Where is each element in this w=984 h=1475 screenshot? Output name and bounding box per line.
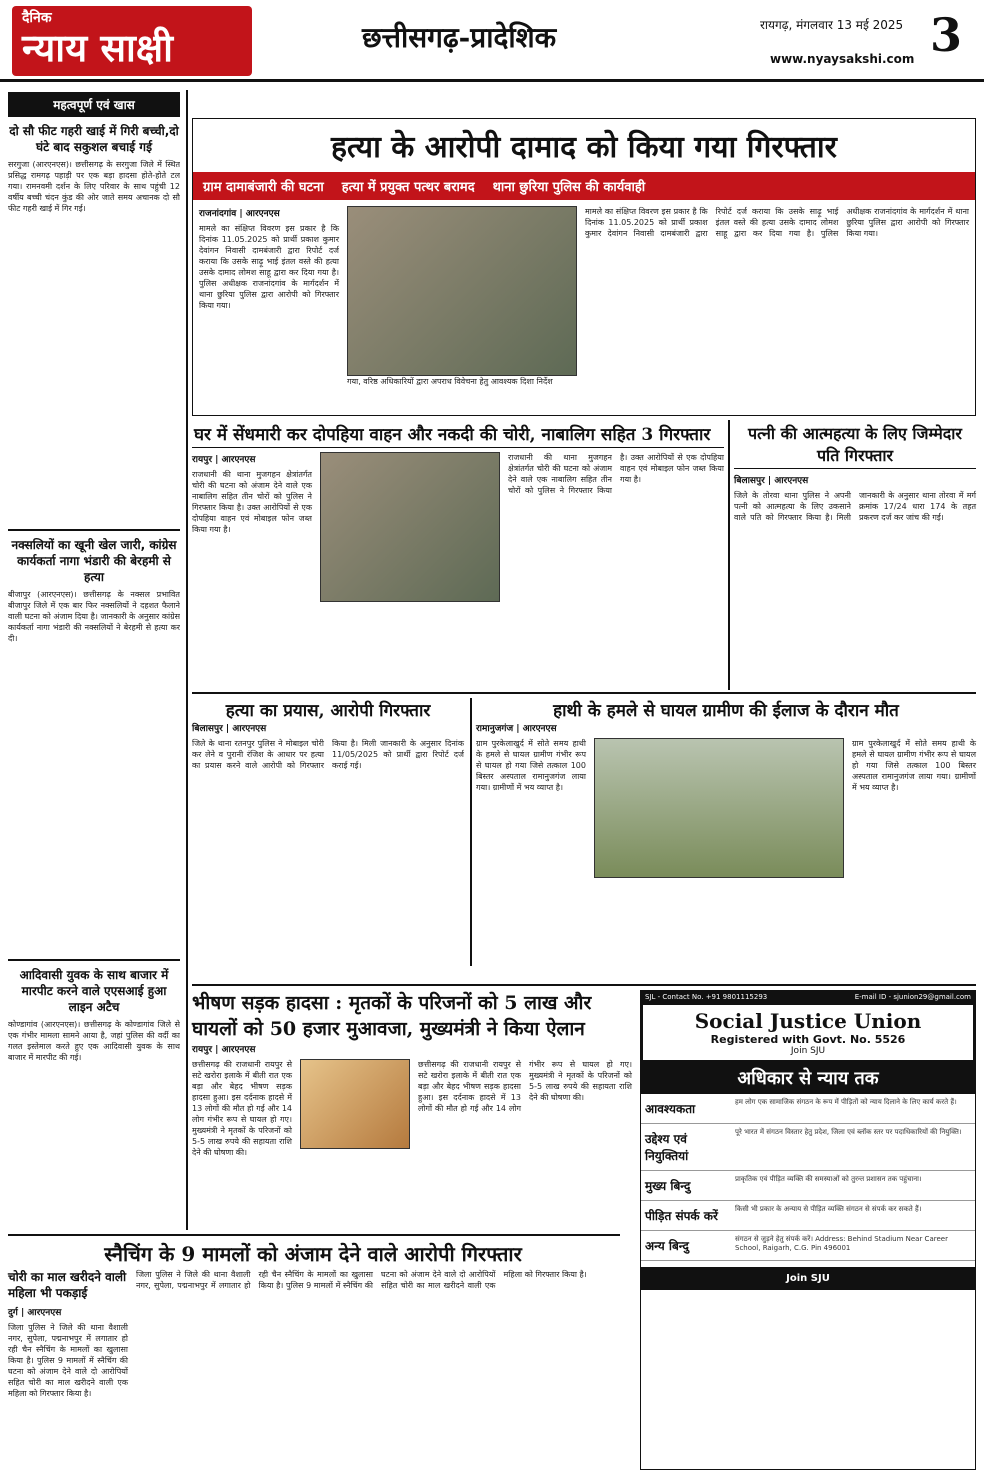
lead-photo[interactable] [347,206,577,376]
tag-item: ग्राम दामाबंजारी की घटना [203,180,324,195]
divider [8,529,180,531]
lead-text-continued: मामले का संक्षिप्त विवरण इस प्रकार है कि दिनांक 11.05.2025 को प्रार्थी प्रकाश कुमार देवांगन निवासी दामबंजारी द्वारा रिपोर्ट दर्ज कराया कि उसके साढ़ू भाई इंतल वस्ते की हत्या उसके दामाद लोमश साहू द्वारा कर दिया गया है। पुलिस अधीक्षक राजनांदगांव के मार्गदर्शन में थाना छुरिया पुलिस द्वारा आरोपी को गिरफ्तार किया गया। [585,207,969,238]
ad-row [641,1124,975,1171]
story-wife[interactable] [734,420,976,688]
dateline: रायगढ़, मंगलवार 13 मई 2025 [760,18,904,32]
sidebar-story-text: सरगुजा (आरएनएस)। छत्तीसगढ़ के सरगुजा जिले में स्थित प्रसिद्ध रामगढ़ पहाड़ी पर एक बड़ा हादसा होते-होते टल गया। रामनवमी दर्शन के लिए परिवार के साथ पहुंची 12 वर्षीय बच्ची चंदन कुंड की ओर जाते समय अचानक दो सौ फीट गहरी खाई में गिर गई। [8,160,180,213]
story-headline: भीषण सड़क हादसा : मृतकों के परिजनों को 5 लाख और घायलों को 50 हजार मुआवजा, मुख्यमंत्री ने किया ऐलान [192,992,592,1040]
elephant-photo[interactable] [594,738,844,878]
page-number: 3 [930,8,963,62]
story-text-continued: राजधानी की थाना मुजगहन क्षेत्रांतर्गत चोरी की घटना को अंजाम देने वाले एक नाबालिग सहित तीन चोरों को पुलिस ने गिरफ्तार किया है। उक्त आरोपियों से एक दोपहिया वाहन एवं मोबाइल फोन जब्त किया गया है। [508,453,724,495]
story-text-continued: जिला पुलिस ने जिले की थाना वैशाली नगर, सुपेला, पद्मनाभपुर में लगातार हो रही चैन स्नैचिंग के मामलों का खुलासा किया है। पुलिस 9 मामलों में स्नैचिंग की घटना को अंजाम देने वाले दो आरोपियों सहित चोरी का माल खरीदने वाली एक महिला को गिरफ्तार किया है। [136,1270,587,1290]
ad-row-label: आवश्यकता [645,1102,696,1116]
ad-row [641,1201,975,1231]
ad-email: E-mail ID - sjunion29@gmail.com [854,993,971,1001]
ad-row-text: प्राकृतिक एवं पीड़ित व्यक्ति की समस्याओं को तुरन्त प्रशासन तक पहुंचाना। [735,1175,922,1183]
logo-small: दैनिक [22,10,52,26]
sidebar-story[interactable] [8,123,180,519]
ad-contact: SJL - Contact No. +91 9801115293 [645,993,768,1001]
ad-row [641,1171,975,1201]
byline: बिलासपुर | आरएनएस [734,476,809,486]
tag-item: थाना छुरिया पुलिस की कार्यवाही [492,180,646,195]
newspaper-logo[interactable] [12,6,252,76]
byline: रायपुर | आरएनएस [192,1045,256,1055]
ad-row-label: अन्य बिन्दु [645,1239,689,1253]
sidebar-story[interactable] [8,967,180,1259]
lead-text: मामले का संक्षिप्त विवरण इस प्रकार है कि दिनांक 11.05.2025 को प्रार्थी प्रकाश कुमार देवांगन निवासी दामबंजारी द्वारा रिपोर्ट दर्ज कराया कि उसके साढ़ू भाई इंतल वस्ते की हत्या उसके दामाद लोमश साहू द्वारा कर दिया गया है। पुलिस अधीक्षक राजनांदगांव के मार्गदर्शन में थाना छुरिया पुलिस द्वारा आरोपी को गिरफ्तार किया गया। [199,224,339,310]
sidebar-story-title: दो सौ फीट गहरी खाई में गिरी बच्ची,दो घंटे बाद सकुशल बचाई गई [9,124,179,154]
lead-headline: हत्या के आरोपी दामाद को किया गया गिरफ्तार [331,130,837,165]
story-text: ग्राम पुरकेलाखुर्द में सोते समय हाथी के हमले से घायल ग्रामीण गंभीर रूप से घायल हो गया जिसे तत्काल 100 बिस्तर अस्पताल रामानुजगंज लाया गया। ग्रामीणों में भय व्याप्त है। [476,739,586,792]
ad-slogan: अधिकार से न्याय तक [641,1062,975,1094]
story-headline: हाथी के हमले से घायल ग्रामीण की ईलाज के दौरान मौत [553,701,899,721]
story-theft[interactable] [192,420,724,688]
lead-tags [193,172,975,200]
ad-row [641,1231,975,1261]
story-text: छत्तीसगढ़ की राजधानी रायपुर से सटे खरोरा इलाके में बीती रात एक बड़ा और बेहद भीषण सड़क हादसा हुआ। इस दर्दनाक हादसे में 13 लोगों की मौत हो गई और 14 लोग गंभीर रूप से घायल हो गए। मुख्यमंत्री ने मृतकों के परिजनों को 5-5 लाख रुपये की सहायता राशि देने की घोषणा की। [192,1060,292,1157]
ad-registration: Registered with Govt. No. 5526 [710,1033,906,1046]
story-text: राजधानी की थाना मुजगहन क्षेत्रांतर्गत चोरी की घटना को अंजाम देने वाले एक नाबालिग सहित तीन चोरों को पुलिस ने गिरफ्तार किया है। उक्त आरोपियों से एक दोपहिया वाहन एवं मोबाइल फोन जब्त किया गया है। [192,470,312,534]
ad-row-text: हम लोग एक सामाजिक संगठन के रूप में पीड़ितों को न्याय दिलाने के लिए कार्य करते हैं। [735,1098,957,1106]
ad-join: Join SJU [790,1046,826,1056]
story-text: जिले के तोरवा थाना पुलिस ने अपनी पत्नी को आत्महत्या के लिए उकसाने वाले पति को गिरफ्तार किया है। मिली जानकारी के अनुसार थाना तोरवा में मर्ग क्रमांक 17/24 धारा 174 के तहत प्रकरण दर्ज कर जांच की गई। [734,491,976,522]
ad-org-header [641,1003,975,1062]
lead-body [193,200,975,393]
ad-footer-join[interactable]: Join SJU [641,1267,975,1290]
story-headline: हत्या का प्रयास, आरोपी गिरफ्तार [225,701,431,721]
story-accident[interactable] [192,990,632,1230]
sidebar-story[interactable] [8,537,180,949]
ad-row-text: पूरे भारत में संगठन विस्तार हेतु प्रदेश, जिला एवं ब्लॉक स्तर पर पदाधिकारियों की नियुक्ति। [735,1128,962,1136]
sidebar-story-title: आदिवासी युवक के साथ बाजार में मारपीट करने वाले एएसआई हुआ लाइन अटैच [19,968,169,1014]
story-text-continued: छत्तीसगढ़ की राजधानी रायपुर से सटे खरोरा इलाके में बीती रात एक बड़ा और बेहद भीषण सड़क हादसा हुआ। इस दर्दनाक हादसे में 13 लोगों की मौत हो गई और 14 लोग गंभीर रूप से घायल हो गए। मुख्यमंत्री ने मृतकों के परिजनों को 5-5 लाख रुपये की सहायता राशि देने की घोषणा की। [418,1060,632,1113]
divider [8,1234,620,1236]
byline: बिलासपुर | आरएनएस [192,724,267,734]
sju-advertisement[interactable] [640,990,976,1470]
story-headline: घर में सेंधमारी कर दोपहिया वाहन और नकदी की चोरी, नाबालिग सहित 3 गिरफ्तार [192,420,724,448]
story-subhead: चोरी का माल खरीदने वाली महिला भी पकड़ाई [8,1270,127,1300]
sidebar-story-text: कोण्डागांव (आरएनएस)। छत्तीसगढ़ के कोण्डागांव जिले से एक गंभीर मामला सामने आया है, जहां पुलिस की वर्दी का गलत इस्तेमाल करते हुए एक आदिवासी युवक के साथ बाजार में मारपीट की गई। [8,1020,180,1062]
ad-row-label: मुख्य बिन्दु [645,1179,691,1193]
website-link[interactable]: www.nyaysakshi.com [770,52,915,66]
sidebar [8,92,180,1232]
sidebar-story-title: नक्सलियों का खूनी खेल जारी, कांग्रेस कार्यकर्ता नागा भंडारी की बेरहमी से हत्या [11,538,177,584]
story-text: जिला पुलिस ने जिले की थाना वैशाली नगर, सुपेला, पद्मनाभपुर में लगातार हो रही चैन स्नैचिंग के मामलों का खुलासा किया है। पुलिस 9 मामलों में स्नैचिंग की घटना को अंजाम देने वाले दो आरोपियों सहित चोरी का माल खरीदने वाली एक महिला को गिरफ्तार किया है। [8,1323,128,1398]
divider [192,984,976,986]
theft-photo[interactable] [320,452,500,602]
ad-row [641,1094,975,1124]
story-headline: पत्नी की आत्महत्या के लिए जिम्मेदार पति गिरफ्तार [734,420,976,469]
story-attempt[interactable] [192,698,464,966]
sidebar-story-text: बीजापुर (आरएनएस)। छत्तीसगढ़ के नक्सल प्रभावित बीजापुर जिले में एक बार फिर नक्सलियों ने दहशत फैलाने वाली घटना को अंजाम दिया है। जानकारी के अनुसार कांग्रेस कार्यकर्ता नागा भंडारी की नक्सलियों ने बेरहमी से हत्या कर दी। [8,590,180,643]
lead-story[interactable] [192,118,976,416]
ad-row-label: उद्देश्य एवं नियुक्तियां [645,1132,689,1163]
story-text-continued: ग्राम पुरकेलाखुर्द में सोते समय हाथी के हमले से घायल ग्रामीण गंभीर रूप से घायल हो गया जिसे तत्काल 100 बिस्तर अस्पताल रामानुजगंज लाया गया। ग्रामीणों में भय व्याप्त है। [852,739,976,792]
story-elephant[interactable] [476,698,976,966]
story-text: जिले के थाना रतनपुर पुलिस ने मोबाइल चोरी कर लेने व पुरानी रंजिश के आधार पर हत्या का प्रयास करने वाले आरोपी को गिरफ्तार किया है। मिली जानकारी के अनुसार दिनांक 11/05/2025 को प्रार्थी द्वारा रिपोर्ट दर्ज कराई गई। [192,739,464,770]
story-snatching[interactable] [8,1238,618,1470]
byline: रायपुर | आरएनएस [192,455,256,465]
ad-org-name: Social Justice Union [694,1009,922,1033]
divider [192,692,976,694]
masthead [0,0,984,82]
byline: दुर्ग | आरएनएस [8,1308,62,1318]
story-headline: स्नैचिंग के 9 मामलों को अंजाम देने वाले आरोपी गिरफ्तार [104,1242,522,1266]
ad-row-text: किसी भी प्रकार के अन्याय से पीड़ित व्यक्ति संगठन से संपर्क कर सकते हैं। [735,1205,922,1213]
photo-caption: गया, वरिष्ठ अधिकारियों द्वारा अपराध विवेचना हेतु आवश्यक दिशा निर्देश [347,377,553,386]
section-title: छत्तीसगढ़-प्रादेशिक [362,21,557,54]
cm-photo[interactable] [300,1059,410,1149]
column-rule [186,90,188,1230]
column-rule [470,698,472,966]
ad-row-label: पीड़ित संपर्क करें [645,1209,718,1223]
divider [8,959,180,961]
byline: राजनांदगांव | आरएनएस [199,209,280,219]
byline: रामानुजगंज | आरएनएस [476,724,557,734]
column-rule [728,420,730,690]
logo-big: न्याय साक्षी [22,25,173,70]
ad-row-text: संगठन से जुड़ने हेतु संपर्क करें। Address: Behind Stadium Near Career School, Raigarh, C.G. Pin 496001 [735,1235,948,1252]
tag-item: हत्या में प्रयुक्त पत्थर बरामद [341,180,475,195]
sidebar-header: महत्वपूर्ण एवं खास [8,92,180,117]
